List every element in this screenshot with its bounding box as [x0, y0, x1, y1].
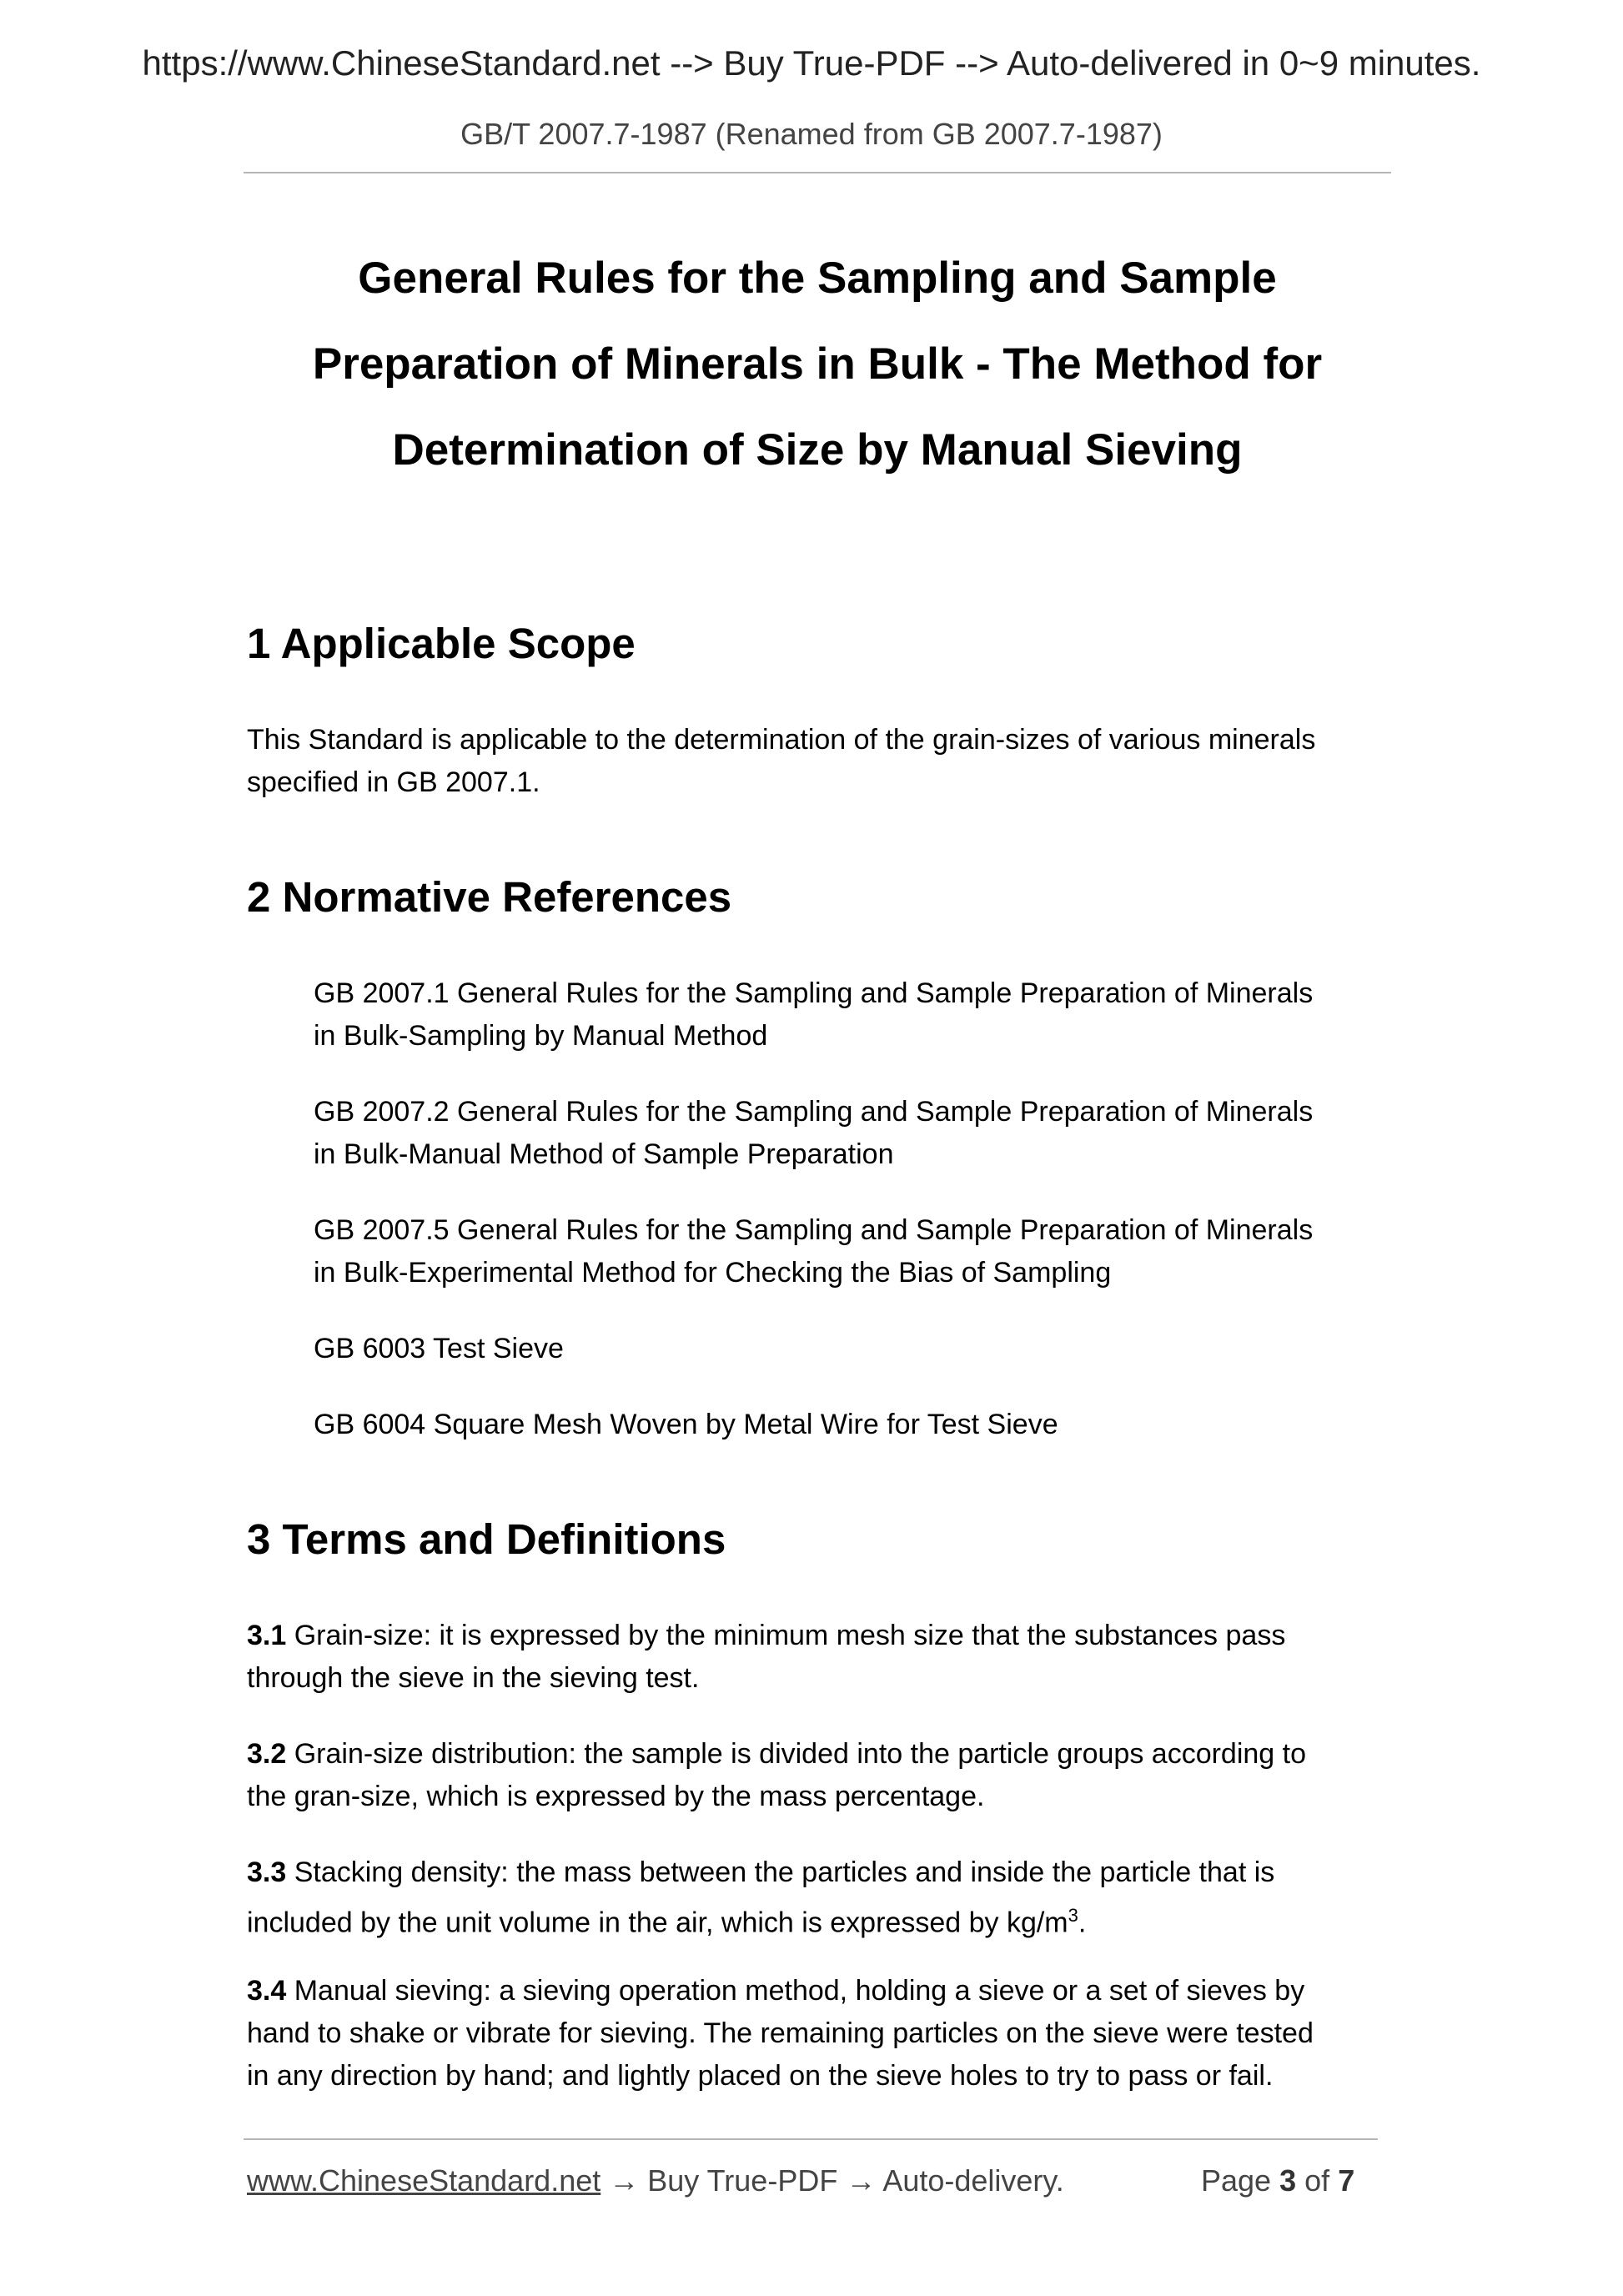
section-1-line-1: This Standard is applicable to the determination of the grain-sizes of various minerals — [247, 724, 1316, 756]
definition-text: included by the unit volume in the air, which is expressed by kg/m — [247, 1907, 1068, 1939]
page-label: Page — [1201, 2163, 1272, 2198]
definition-text: Stacking density: the mass between the particles and inside the particle that is — [294, 1856, 1275, 1888]
definition-line — [247, 1615, 1386, 1657]
title-line-3: Determination of Size by Manual Sieving — [392, 425, 1243, 475]
footer-tagline: → Buy True-PDF → Auto-delivery. — [600, 2163, 1064, 2198]
definition-line: hand to shake or vibrate for sieving. The remaining particles on the sieve were tested — [247, 2017, 1314, 2049]
definition-line — [247, 1970, 1386, 2012]
definition-item — [247, 1970, 1386, 2098]
superscript: 3 — [1068, 1905, 1078, 1926]
definition-line: through the sieve in the sieving test. — [247, 1662, 700, 1694]
definition-item — [247, 1733, 1386, 1818]
title-line-2: Preparation of Minerals in Bulk - The Method for — [312, 339, 1323, 389]
section-1-heading: 1 Applicable Scope — [247, 620, 636, 667]
definition-line: the gran-size, which is expressed by the mass percentage. — [247, 1781, 985, 1812]
reference-line: in Bulk-Manual Method of Sample Preparation — [314, 1138, 894, 1170]
definition-number: 3.4 — [247, 1975, 287, 2007]
header-divider — [244, 172, 1391, 173]
reference-item — [314, 1091, 1386, 1176]
reference-item — [314, 1404, 1386, 1446]
footer-divider — [244, 2138, 1378, 2140]
definition-text: Grain-size distribution: the sample is divided into the particle groups according to — [294, 1738, 1307, 1770]
definition-item — [247, 1851, 1386, 1944]
reference-line: GB 2007.2 General Rules for the Sampling and Sample Preparation of Minerals — [314, 1096, 1314, 1128]
definition-item — [247, 1615, 1386, 1700]
header-url-line: https://www.ChineseStandard.net --> Buy True-PDF --> Auto-delivered in 0~9 minutes. — [142, 43, 1481, 83]
definition-number: 3.2 — [247, 1738, 287, 1770]
definition-line: in any direction by hand; and lightly placed on the sieve holes to try to pass or fail. — [247, 2060, 1274, 2092]
total-pages: 7 — [1338, 2163, 1355, 2198]
reference-line: GB 6004 Square Mesh Woven by Metal Wire for Test Sieve — [314, 1409, 1058, 1440]
definition-line — [247, 1733, 1386, 1776]
section-1-line-2: specified in GB 2007.1. — [247, 766, 540, 798]
page-number: 3 — [1279, 2163, 1297, 2198]
definition-text: Grain-size: it is expressed by the minimum mesh size that the substances pass — [294, 1620, 1286, 1651]
footer-website-link[interactable]: www.ChineseStandard.net — [247, 2163, 601, 2198]
reference-item — [314, 1328, 1386, 1370]
page-indicator — [1201, 2163, 1354, 2198]
definition-text: Manual sieving: a sieving operation method, holding a sieve or a set of sieves by — [294, 1975, 1305, 2007]
section-2-heading: 2 Normative References — [247, 873, 732, 921]
reference-line: GB 2007.5 General Rules for the Sampling and Sample Preparation of Minerals — [314, 1214, 1314, 1246]
reference-item — [314, 972, 1386, 1058]
reference-line: GB 6003 Test Sieve — [314, 1333, 564, 1364]
footer-left — [247, 2163, 1064, 2198]
of-label: of — [1304, 2163, 1330, 2198]
definition-number: 3.1 — [247, 1620, 287, 1651]
reference-item — [314, 1209, 1386, 1294]
definition-line — [247, 1851, 1386, 1894]
section-1-body — [247, 719, 1386, 804]
header-standard-number: GB/T 2007.7-1987 (Renamed from GB 2007.7-1987) — [460, 117, 1163, 151]
section-3-heading: 3 Terms and Definitions — [247, 1515, 726, 1563]
reference-line: in Bulk-Experimental Method for Checking the Bias of Sampling — [314, 1257, 1112, 1289]
definition-number: 3.3 — [247, 1856, 287, 1888]
definition-line — [247, 1894, 1386, 1944]
title-line-1: General Rules for the Sampling and Sample — [358, 254, 1277, 303]
definition-text: . — [1078, 1907, 1087, 1939]
reference-line: in Bulk-Sampling by Manual Method — [314, 1020, 768, 1052]
reference-line: GB 2007.1 General Rules for the Sampling and Sample Preparation of Minerals — [314, 977, 1314, 1009]
document-title — [244, 235, 1391, 493]
